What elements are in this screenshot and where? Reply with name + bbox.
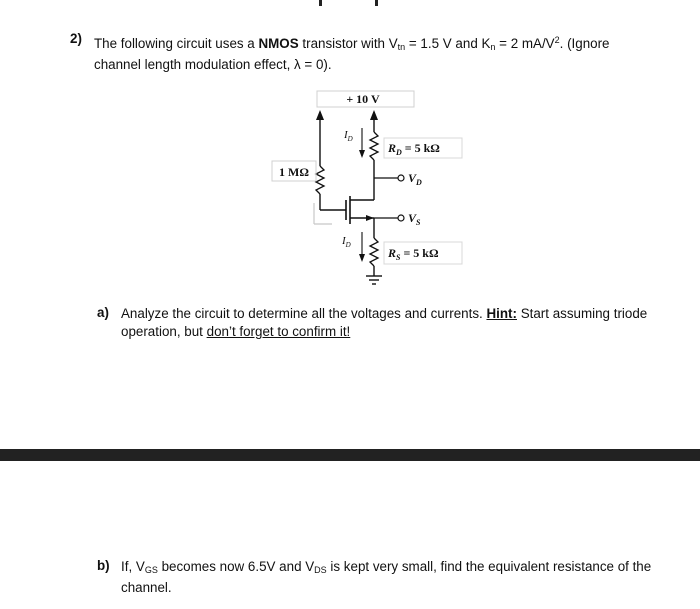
question-number: 2) [70, 31, 82, 46]
rd-resistor [370, 132, 378, 160]
drain-supply-arrow [370, 110, 378, 120]
scan-mark-right [375, 0, 378, 6]
nmos-circuit-diagram [262, 88, 472, 288]
vd-label: $V_D$ [408, 171, 422, 187]
rg-resistor [316, 166, 324, 194]
vs-terminal [398, 215, 404, 221]
vs-label: $V_S$ [408, 211, 421, 227]
id-label-bottom: $I_D$ [342, 235, 351, 249]
id-label-top: $I_D$ [344, 129, 353, 143]
rs-label: $R_S = 5$ kΩ [388, 246, 439, 262]
cut-off-text-line [50, 603, 650, 609]
id-arrow-bottom-head [359, 254, 365, 262]
vd-terminal [398, 175, 404, 181]
source-arrow [366, 215, 374, 221]
question-text: The following circuit uses a NMOS transistor with $V_{tn} = 1.5$ V and $K_n = 2$ $mA/V^2$. (Ignore channel length modulation effect, λ = 0). [94, 35, 610, 72]
supply-label: + 10 V [346, 92, 380, 106]
rs-resistor [370, 238, 378, 266]
part-b-label: b) [97, 558, 110, 573]
part-b-text: If, $V_{GS}$ becomes now 6.5V and $V_{DS}$ is kept very small, find the equivalent resistance of the channel. [121, 559, 652, 595]
rg-label: 1 MΩ [279, 165, 309, 179]
gate-supply-arrow [316, 110, 324, 120]
part-a-text: Analyze the circuit to determine all the voltages and currents. Hint: Start assuming triode operation, but don’t forget to confirm it! [121, 306, 648, 339]
page-separator-bar [0, 449, 700, 461]
part-a-label: a) [97, 305, 109, 320]
id-arrow-top-head [359, 150, 365, 158]
scan-mark-left [319, 0, 322, 6]
rd-label: $R_D = 5$ kΩ [388, 141, 440, 157]
